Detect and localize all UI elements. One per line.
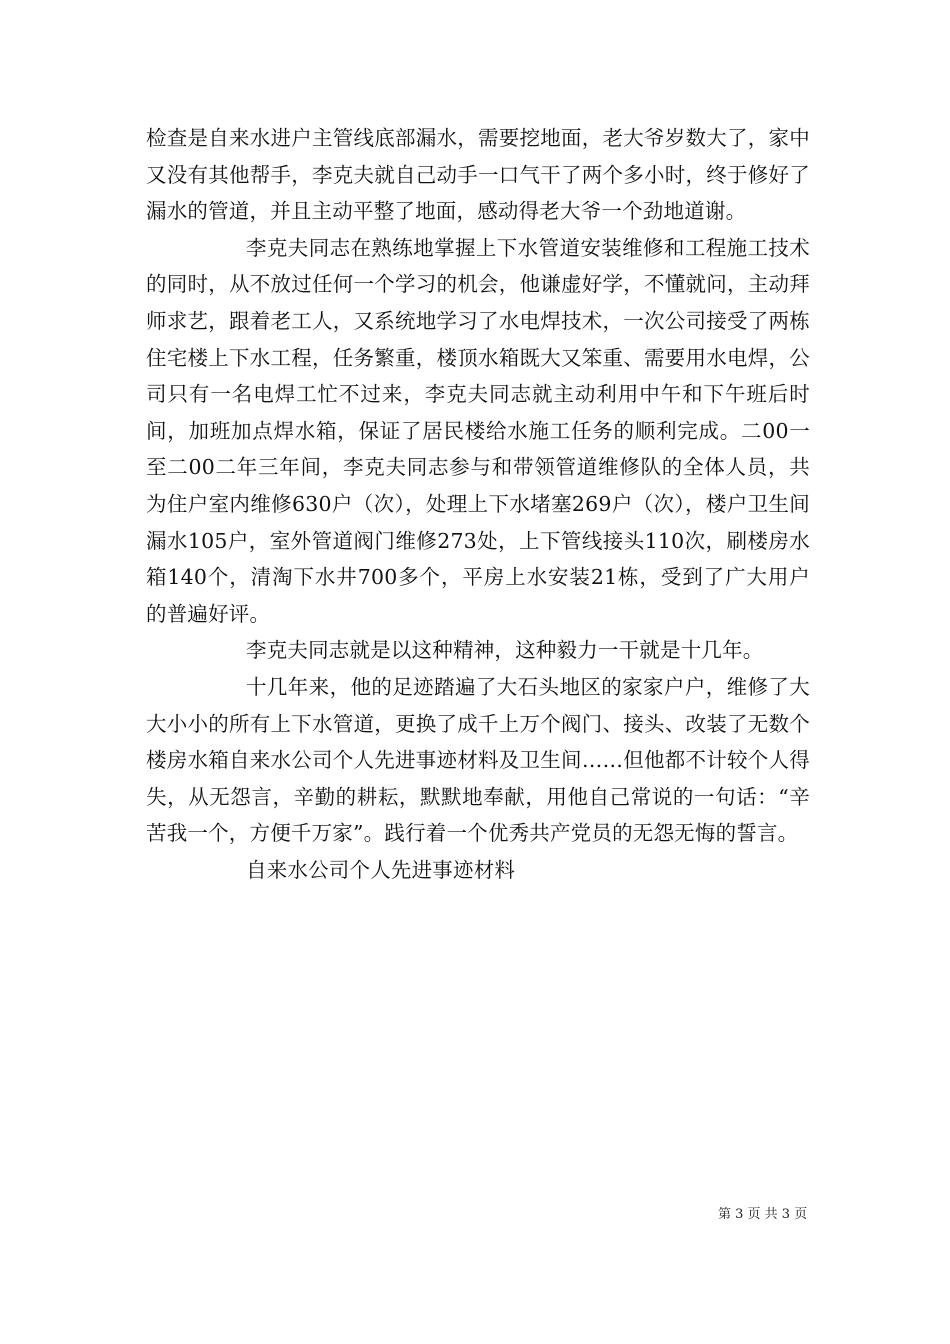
page-number-footer: 第 3 页 共 3 页 [718, 1207, 808, 1222]
paragraph-1: 检查是自来水进户主管线底部漏水，需要挖地面，老大爷岁数大了，家中又没有其他帮手，李克夫就自己动手一口气干了两个多小时，终于修好了漏水的管道，并且主动平整了地面，感动得老大爷一个劲地道谢。 [146, 126, 810, 224]
paragraph-3: 李克夫同志就是以这种精神，这种毅力一干就是十几年。 [246, 638, 764, 663]
paragraph-4: 十几年来，他的足迹踏遍了大石头地区的家家户户，维修了大大小小的所有上下水管道，更换了成千上万个阀门、接头、改装了无数个楼房水箱自来水公司个人先进事迹材料及卫生间……但他都不计较个人得失，从无怨言，辛勤的耕耘，默默地奉献，用他自己常说的一句话：“辛苦我一个，方便千万家”。践行着一个优秀共产党员的无怨无悔的誓言。 [146, 674, 810, 846]
paragraph-2: 李克夫同志在熟练地掌握上下水管道安装维修和工程施工技术的同时，从不放过任何一个学习的机会，他谦虚好学，不懂就问，主动拜师求艺，跟着老工人，又系统地学习了水电焊技术，一次公司接受了两栋住宅楼上下水工程，任务繁重，楼顶水箱既大又笨重、需要用水电焊，公司只有一名电焊工忙不过来，李克夫同志就主动利用中午和下午班后时间，加班加点焊水箱，保证了居民楼给水施工任务的顺利完成。二00一至二00二年三年间，李克夫同志参与和带领管道维修队的全体人员，共为住户室内维修630户（次），处理上下水堵塞269户（次），楼户卫生间漏水105户，室外管道阀门维修273处，上下管线接头110次，刷楼房水箱140个，清淘下水井700多个，平房上水安装21栋，受到了广大用户的普遍好评。 [146, 235, 810, 626]
document-body [146, 120, 810, 888]
paragraph-5-title: 自来水公司个人先进事迹材料 [246, 857, 516, 882]
